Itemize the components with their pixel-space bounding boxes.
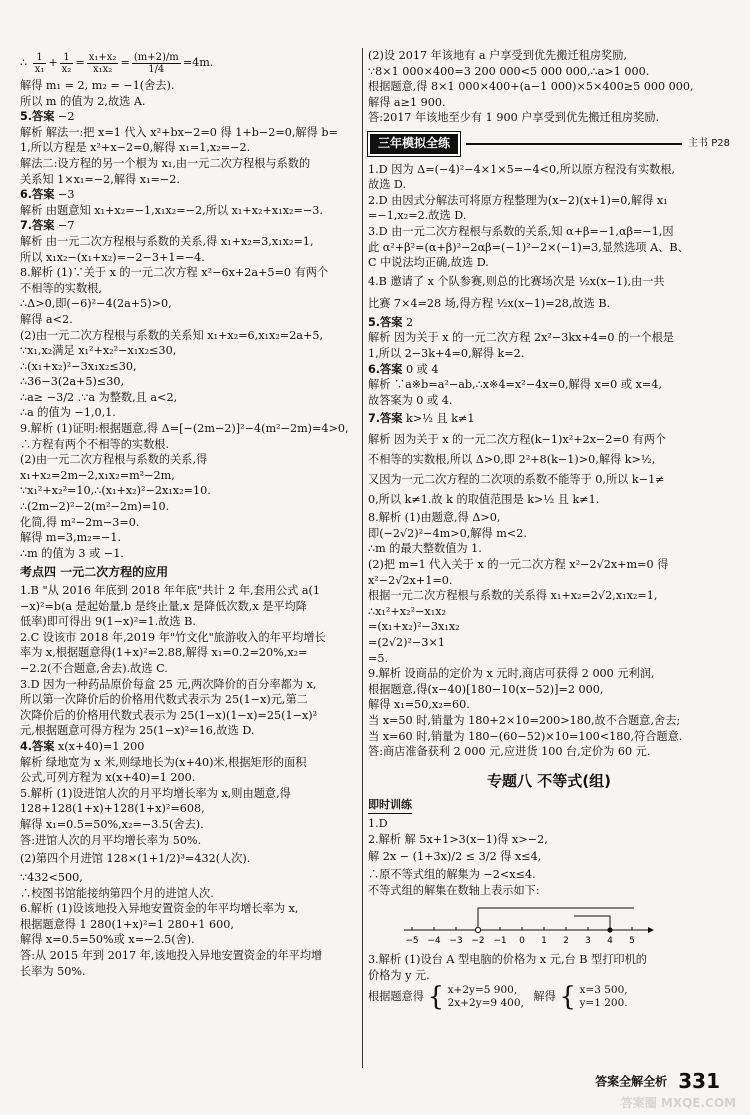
text-line: 解得 m=3,m₂=−1. — [20, 531, 122, 545]
text-line: 解析 绿地宽为 x 米,则绿地长为(x+40)米,根据矩形的面积 — [20, 755, 307, 769]
text-line: 次降价后的价格用代数式表示为 25(1−x)(1−x)=25(1−x)² — [20, 708, 318, 722]
text-line: 解析 因为关于 x 的一元二次方程 2x²−3kx+4=0 的一个根是 — [368, 331, 674, 345]
tick-label: 0 — [519, 936, 525, 947]
text-line: ∴x₁²+x₂²−x₁x₂ — [368, 604, 447, 618]
text-line: 2.C 设该市 2018 年,2019 年"竹文化"旅游收入的年平均增长 — [20, 630, 326, 644]
text-line: 解得 x₁=50,x₂=60. — [368, 698, 470, 712]
answer-line: 6.答案 0 或 4 — [368, 362, 439, 376]
watermark: 答案圈 MXQE.COM — [620, 1096, 736, 1110]
answer-line: 5.答案 −2 — [20, 110, 75, 124]
text-line: ∴(x₁+x₂)²−3x₁x₂≤30, — [20, 359, 137, 373]
section-banner — [368, 132, 730, 156]
text-line: ∴a≥ −3/2 .∵a 为整数,且 a<2, — [20, 390, 178, 404]
text-line: 不等式组的解集在数轴上表示如下: — [368, 883, 540, 897]
text-line: 9.解析 设商品的定价为 x 元时,商店可获得 2 000 元利润, — [368, 667, 655, 681]
text-line: 9.解析 (1)证明:根据题意,得 Δ=[−(2m−2)]²−4(m²−2m)=4>0, — [20, 422, 349, 436]
tick-label: −4 — [427, 936, 441, 947]
text-line: 8.解析 (1)∵关于 x 的一元二次方程 x²−6x+2a+5=0 有两个 — [20, 266, 329, 280]
text-line: =(x₁+x₂)²−3x₁x₂ — [368, 620, 460, 634]
text-line: ∴36−3(2a+5)≤30, — [20, 375, 125, 389]
text-line: 长率为 50%. — [20, 964, 86, 978]
solution-bracket-right — [574, 916, 610, 930]
text-line: 不相等的实数根,所以 Δ>0,即 2²+8(k−1)>0,解得 k>½, — [368, 453, 656, 467]
text-line: x²−2√2x+1=0. — [368, 573, 453, 587]
tick-label: 1 — [541, 936, 547, 947]
text-line: 解析 解法一:把 x=1 代入 x²+bx−2=0 得 1+b−2=0,解得 b= — [20, 125, 338, 139]
text-line: 根据题意得 1 280(1+x)²=1 280+1 600, — [20, 917, 234, 931]
text-line: 3.解析 (1)设台 A 型电脑的价格为 x 元,台 B 型打印机的 — [368, 953, 647, 967]
text-line: 根据题意,得 8×1 000×400+(a−1 000)×5×400≥5 000 000, — [368, 80, 694, 94]
page-reference: 主书 P28 — [688, 137, 730, 149]
text-line: 解得 x₁=0.5=50%,x₂=−3.5(舍去). — [20, 817, 204, 831]
text-line: 1.D 因为 Δ=(−4)²−4×1×5=−4<0,所以原方程没有实数根, — [368, 162, 676, 176]
text-line: 答:2017 年该地至少有 1 900 户享受到优先搬迁租房奖励. — [368, 111, 660, 125]
text-line: 6.解析 (1)设该地投入异地安置资金的年平均增长率为 x, — [20, 902, 299, 916]
column-divider — [362, 48, 363, 1068]
tick-label: −5 — [405, 936, 419, 947]
text-line: 答:从 2015 年到 2017 年,该地投入异地安置资金的年平均增 — [20, 949, 323, 963]
text-line: 此 α²+β²=(α+β)²−2αβ=(−1)²−2×(−1)=3,显然选项 A、B、 — [368, 240, 689, 254]
text-line: x₁+x₂=2m−2,x₁x₂=m²−2m, — [20, 468, 175, 482]
tick-label: −1 — [493, 936, 507, 947]
text-line: ∵8×1 000×400=3 200 000<5 000 000,∴a>1 000. — [368, 64, 650, 78]
tick-label: 4 — [607, 936, 613, 947]
banner-rule — [466, 143, 682, 145]
text-line: 128+128(1+x)+128(1+x)²=608, — [20, 802, 205, 816]
text-line: (2)由一元二次方程根与系数的关系,得 — [20, 453, 208, 467]
topic-title: 专题八 不等式(组) — [487, 771, 611, 790]
text-line: 所以 x₁x₂−(x₁+x₂)=−2−3+1=−4. — [20, 250, 205, 264]
text-line: 低率)即可得出 9(1−x)²=1.故选 B. — [20, 615, 196, 629]
text-line: 解得 a<2. — [20, 312, 73, 326]
number-line — [404, 902, 654, 948]
text-line: 解 2x − (1+3x)/2 ≤ 3/2 得 x≤4, — [368, 850, 542, 864]
brace-icon: { — [559, 983, 576, 1012]
text-line: 解得 m₁ = 2, m₂ = −1(舍去). — [20, 79, 175, 92]
tick-label: −2 — [471, 936, 485, 947]
text-line: C 中说法均正确,故选 D. — [368, 256, 489, 270]
text-line: 率为 x,根据题意得(1+x)²=2.88,解得 x₁=0.2=20%,x₂= — [20, 646, 308, 660]
text-line: 价格为 y 元. — [368, 968, 430, 982]
text-line: ∴(2m−2)²−2(m²−2m)=10. — [20, 500, 170, 514]
answer-line: 7.答案 −7 — [20, 219, 75, 233]
answer-line: 4.答案 x(x+40)=1 200 — [20, 739, 145, 753]
text-line: 当 x=50 时,销量为 180+2×10=200>180,故不合题意,舍去; — [368, 714, 681, 727]
text-line: ∴原不等式组的解集为 −2<x≤4. — [368, 868, 536, 882]
text-line: 1,所以方程是 x²+x−2=0,解得 x₁=1,x₂=−2. — [20, 141, 251, 155]
text-line: −x)²=b(a 是起始量,b 是终止量,x 是降低次数,x 是平均降 — [20, 599, 307, 613]
text-line: ∴校图书馆能接纳第四个月的进馆人次. — [20, 886, 214, 900]
text-line: 4.B 邀请了 x 个队参赛,则总的比赛场次是 ½x(x−1),由一共 — [368, 274, 665, 288]
text-line: (2)设 2017 年该地有 a 户享受到优先搬迁租房奖励, — [368, 49, 627, 62]
text-line: =−1,x₂=2.故选 D. — [368, 209, 467, 223]
page-footer — [595, 1069, 720, 1093]
text-line: 解得 x=0.5=50%或 x=−2.5(舍). — [20, 933, 195, 947]
text-line: ∴a 的值为 −1,0,1. — [20, 406, 116, 420]
text-line: (2)把 m=1 代入关于 x 的一元二次方程 x²−2√2x+m=0 得 — [368, 558, 669, 572]
right-column — [368, 48, 730, 1014]
text-line: ∵x₁,x₂满足 x₁²+x₂²−x₁x₂≤30, — [20, 344, 177, 358]
subsection-label: 即时训练 — [368, 797, 412, 814]
brace-icon: { — [427, 983, 445, 1012]
left-column — [20, 48, 358, 979]
text-line: 故选 D. — [368, 178, 407, 192]
tick-label: −3 — [449, 936, 463, 947]
text-line: 公式,可列方程为 x(x+40)=1 200. — [20, 771, 196, 785]
text-line: 根据一元二次方程根与系数的关系得 x₁+x₂=2√2,x₁x₂=1, — [368, 589, 658, 603]
text-line: 解析 由题意知 x₁+x₂=−1,x₁x₂=−2,所以 x₁+x₂+x₁x₂=−3. — [20, 203, 323, 217]
text-line: 1,所以 2−3k+4=0,解得 k=2. — [368, 346, 525, 360]
text-line: 解析 ∵a※b=a²−ab,∴x※4=x²−4x=0,解得 x=0 或 x=4, — [368, 378, 662, 392]
text-line: 关系知 1×x₁=−2,解得 x₁=−2. — [20, 172, 180, 186]
tick-label: 3 — [585, 936, 591, 947]
text-line: 3.D 由一元二次方程根与系数的关系,知 α+β=−1,αβ=−1,因 — [368, 224, 674, 238]
tick-label: 5 — [629, 936, 635, 947]
axis-arrow — [648, 927, 654, 933]
answer-line: 7.答案 k>½ 且 k≠1 — [368, 412, 475, 426]
text-line: (2)由一元二次方程根与系数的关系知 x₁+x₂=6,x₁x₂=2a+5, — [20, 328, 324, 342]
text-line: 化简,得 m²−2m−3=0. — [20, 515, 140, 529]
text-line: 解得 a≥1 900. — [368, 95, 446, 109]
tick-label: 2 — [563, 936, 569, 947]
text-line: 3.D 因为一种药品原价每盒 25 元,两次降价的百分率都为 x, — [20, 677, 317, 691]
text-line: ∴m 的最大整数值为 1. — [368, 542, 482, 556]
closed-endpoint — [607, 928, 612, 933]
text-line: 解法二:设方程的另一个根为 x₁,由一元二次方程根与系数的 — [20, 156, 311, 170]
number-line-svg — [404, 902, 654, 948]
page-number: 331 — [678, 1069, 720, 1093]
text-line: 5.解析 (1)设进馆人次的月平均增长率为 x,则由题意,得 — [20, 786, 291, 800]
text-line: −2.2(不合题意,舍去).故选 C. — [20, 661, 168, 675]
answer-line: 6.答案 −3 — [20, 188, 75, 202]
text-line: 故答案为 0 或 4. — [368, 393, 453, 407]
text-line: 1.D — [368, 816, 388, 830]
open-endpoint — [475, 928, 480, 933]
text-line: ∴方程有两个不相等的实数根. — [20, 437, 169, 451]
text-line: ∵432<500, — [20, 871, 83, 885]
text-line: 所以 m 的值为 2,故选 A. — [20, 94, 146, 108]
text-line: 比赛 7×4=28 场,得方程 ½x(x−1)=28,故选 B. — [368, 296, 611, 310]
text-line: 答:进馆人次的月平均增长率为 50%. — [20, 833, 202, 847]
equation-system: 根据题意得 { x+2y=5 900, 2x+2y=9 400, 解得 { x=3 500, y=1 200. — [368, 983, 628, 1012]
text-line: =5. — [368, 651, 389, 665]
text-line: 8.解析 (1)由题意,得 Δ>0, — [368, 511, 501, 525]
text-line: 所以第一次降价后的价格用代数式表示为 25(1−x)元,第二 — [20, 693, 308, 707]
text-line: 解析 由一元二次方程根与系数的关系,得 x₁+x₂=3,x₁x₂=1, — [20, 234, 314, 248]
text-line: (2)第四个月进馆 128×(1+1/2)³=432(人次). — [20, 852, 251, 866]
text-line: =(2√2)²−3×1 — [368, 636, 445, 650]
text-line: ∵x₁²+x₂²=10,∴(x₁+x₂)²−2x₁x₂=10. — [20, 484, 211, 498]
text-line: 不相等的实数根, — [20, 281, 102, 295]
text-line: 又因为一元二次方程的二次项的系数不能等于 0,所以 k−1≠ — [368, 473, 665, 487]
text-line: 当 x=60 时,销量为 180−(60−52)×10=100<180,符合题意. — [368, 729, 683, 743]
text-line: 即(−2√2)²−4m>0,解得 m<2. — [368, 526, 527, 540]
text-line: 答:商店准备获利 2 000 元,应进货 100 台,定价为 60 元. — [368, 745, 651, 759]
text-line: 元,根据题意可得方程为 25(1−x)²=16,故选 D. — [20, 724, 255, 738]
text-line: ∴m 的值为 3 或 −1. — [20, 546, 124, 560]
text-line: 解析 因为关于 x 的一元二次方程(k−1)x²+2x−2=0 有两个 — [368, 433, 667, 447]
text-line: 0,所以 k≠1.故 k 的取值范围是 k>½ 且 k≠1. — [368, 493, 600, 507]
banner-title: 三年模拟全练 — [368, 132, 460, 156]
text-line: 2.D 由因式分解法可将原方程整理为(x−2)(x+1)=0,解得 x₁ — [368, 193, 668, 207]
formula-line: ∴ $\frac{1}{\text{x₁}}$ + $\frac{1}{\text{x₂}}$ = $\frac{\text{x₁+x₂}}{\text{x₁x₂}}$ = $\frac{(m+2)/m}{1/4}$ =4m. — [20, 51, 214, 75]
text-line: 2.解析 解 5x+1>3(x−1)得 x>−2, — [368, 832, 548, 846]
footer-title: 答案全解全析 — [595, 1074, 668, 1089]
text-line: 根据题意,得(x−40)[180−10(x−52)]=2 000, — [368, 682, 604, 696]
section-heading: 考点四 一元二次方程的应用 — [20, 565, 169, 580]
text-line: ∴Δ>0,即(−6)²−4(2a+5)>0, — [20, 297, 172, 311]
text-line: 1.B "从 2016 年底到 2018 年年底"共计 2 年,套用公式 a(1 — [20, 584, 321, 597]
answer-line: 5.答案 2 — [368, 315, 414, 329]
solution-bracket-left — [478, 908, 634, 930]
